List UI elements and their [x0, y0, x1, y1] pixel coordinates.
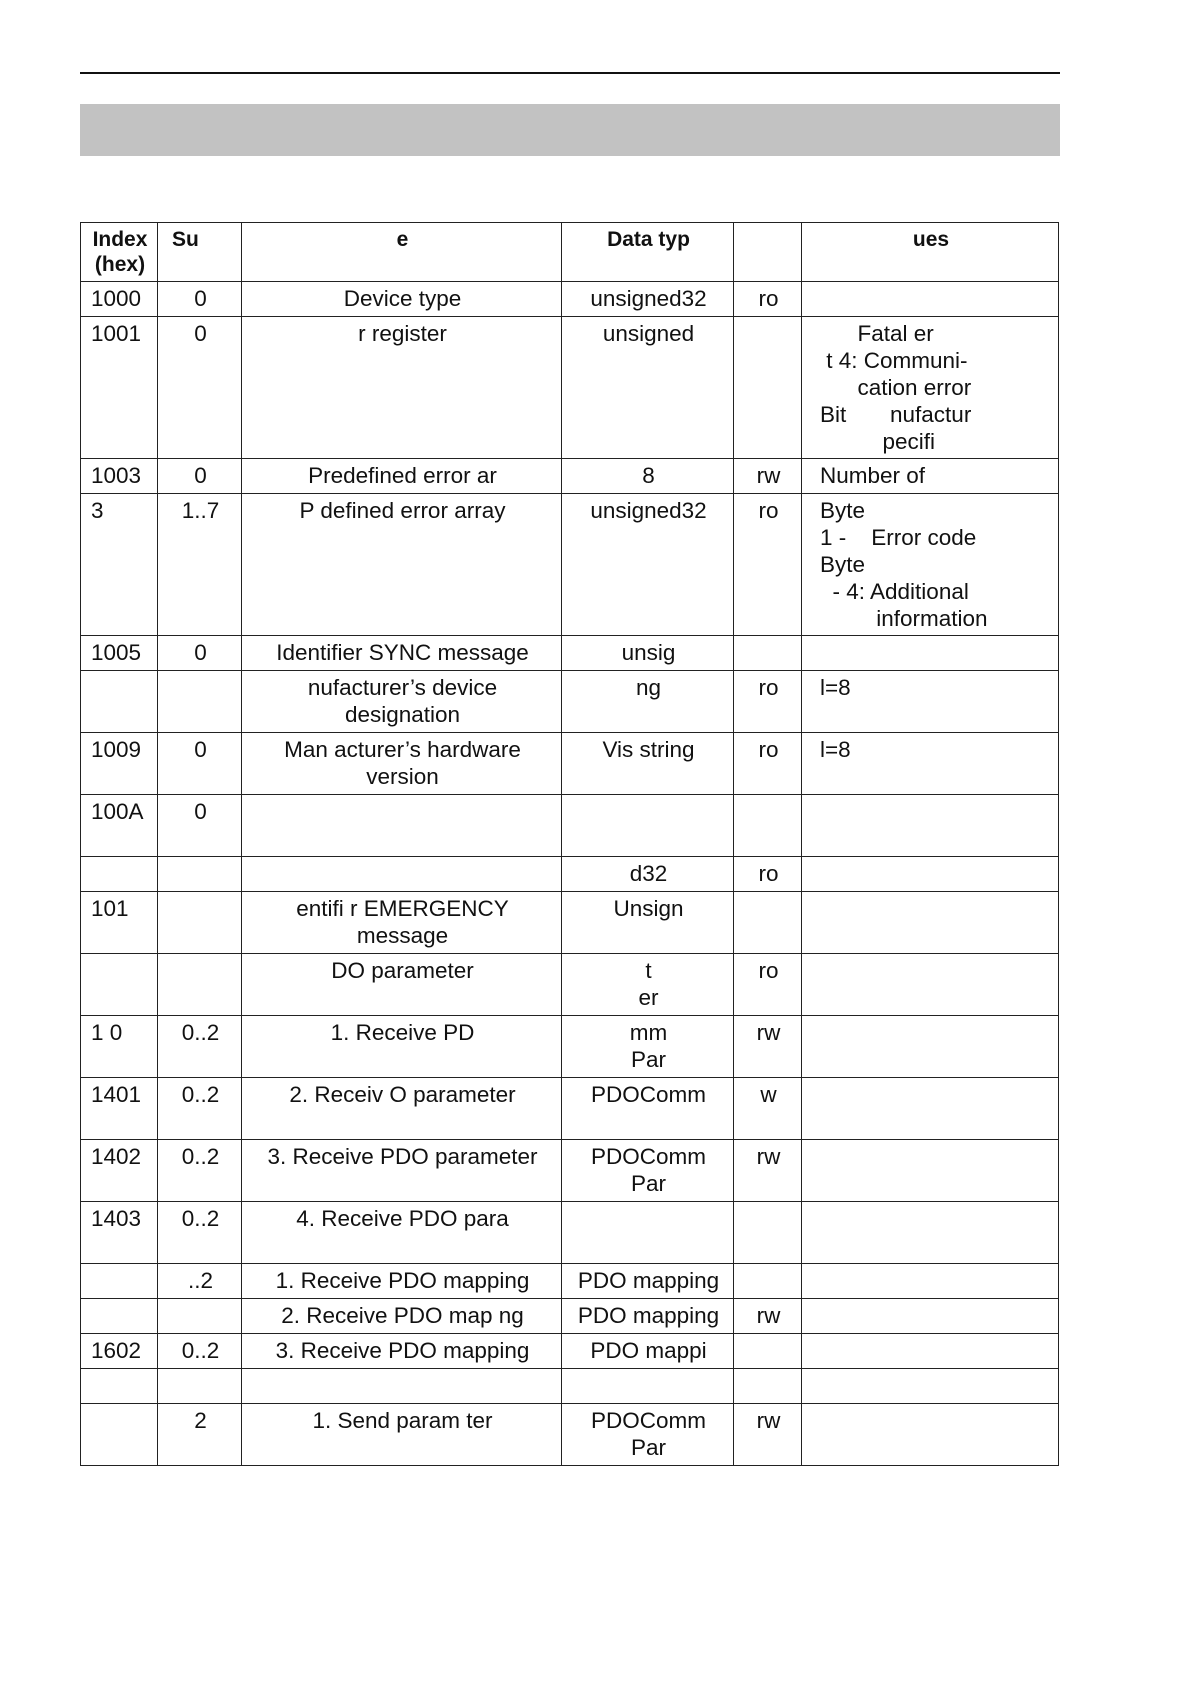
cell-name: P defined error array [242, 494, 562, 636]
cell-access [734, 795, 802, 857]
cell-access [734, 892, 802, 954]
cell-values [802, 795, 1059, 857]
table-row [81, 1078, 1059, 1140]
table-row [81, 1404, 1059, 1466]
cell-data-type: mm Par [562, 1016, 734, 1078]
cell-index [81, 954, 158, 1016]
cell-access [734, 1369, 802, 1404]
cell-subindex: 0 [158, 636, 242, 671]
cell-index [81, 1264, 158, 1299]
table-row [81, 459, 1059, 494]
cell-access: ro [734, 857, 802, 892]
cell-index: 1001 [81, 317, 158, 459]
table-header-row [81, 223, 1059, 282]
cell-values [802, 1369, 1059, 1404]
cell-access: ro [734, 671, 802, 733]
cell-data-type: PDO mapping [562, 1299, 734, 1334]
cell-data-type: d32 [562, 857, 734, 892]
cell-subindex: 0 [158, 282, 242, 317]
header-data-type: Data typ [562, 223, 734, 282]
cell-name: 1. Send param ter [242, 1404, 562, 1466]
cell-access [734, 1334, 802, 1369]
cell-values [802, 1202, 1059, 1264]
table-row [81, 1202, 1059, 1264]
cell-name: 3. Receive PDO parameter [242, 1140, 562, 1202]
cell-data-type [562, 1369, 734, 1404]
table-row [81, 857, 1059, 892]
cell-subindex: 0 [158, 317, 242, 459]
cell-subindex [158, 857, 242, 892]
table-row [81, 892, 1059, 954]
table-row [81, 733, 1059, 795]
cell-index: 1401 [81, 1078, 158, 1140]
header-values: ues [802, 223, 1059, 282]
cell-subindex: 0..2 [158, 1202, 242, 1264]
cell-access [734, 636, 802, 671]
cell-name [242, 1369, 562, 1404]
table-row [81, 317, 1059, 459]
cell-access: ro [734, 954, 802, 1016]
cell-values [802, 1078, 1059, 1140]
table-row [81, 671, 1059, 733]
cell-index: 1402 [81, 1140, 158, 1202]
cell-data-type: PDOComm [562, 1078, 734, 1140]
cell-values [802, 1264, 1059, 1299]
cell-subindex: 0..2 [158, 1078, 242, 1140]
cell-subindex [158, 892, 242, 954]
cell-name: 2. Receive PDO map ng [242, 1299, 562, 1334]
section-header-band [80, 104, 1060, 156]
cell-data-type: Unsign [562, 892, 734, 954]
cell-data-type: Vis string [562, 733, 734, 795]
cell-name [242, 795, 562, 857]
cell-data-type: t er [562, 954, 734, 1016]
cell-values [802, 892, 1059, 954]
cell-index: 101 [81, 892, 158, 954]
table-row [81, 636, 1059, 671]
cell-name: Man acturer’s hardware version [242, 733, 562, 795]
cell-index [81, 671, 158, 733]
cell-data-type: unsigned32 [562, 282, 734, 317]
cell-index: 1009 [81, 733, 158, 795]
cell-subindex: 2 [158, 1404, 242, 1466]
cell-index: 1602 [81, 1334, 158, 1369]
cell-subindex: 0 [158, 795, 242, 857]
cell-values [802, 1334, 1059, 1369]
cell-data-type: PDO mappi [562, 1334, 734, 1369]
cell-values [802, 636, 1059, 671]
cell-subindex: 0 [158, 459, 242, 494]
cell-values: Byte 1 - Error code Byte - 4: Additional information [802, 494, 1059, 636]
cell-data-type: PDOComm Par [562, 1140, 734, 1202]
cell-subindex: ..2 [158, 1264, 242, 1299]
cell-values: Number of [802, 459, 1059, 494]
cell-name: 2. Receiv O parameter [242, 1078, 562, 1140]
cell-data-type: ng [562, 671, 734, 733]
cell-name: Identifier SYNC message [242, 636, 562, 671]
table-row [81, 1016, 1059, 1078]
cell-index: 100A [81, 795, 158, 857]
cell-access: ro [734, 733, 802, 795]
cell-name [242, 857, 562, 892]
cell-name: entifi r EMERGENCY message [242, 892, 562, 954]
table-row [81, 1140, 1059, 1202]
cell-subindex [158, 1299, 242, 1334]
cell-index [81, 1299, 158, 1334]
cell-index [81, 1404, 158, 1466]
table-row [81, 1369, 1059, 1404]
cell-data-type: PDO mapping [562, 1264, 734, 1299]
cell-index: 1005 [81, 636, 158, 671]
table-row [81, 1264, 1059, 1299]
cell-subindex: 0..2 [158, 1334, 242, 1369]
cell-access: ro [734, 494, 802, 636]
cell-name: Device type [242, 282, 562, 317]
cell-values: l=8 [802, 671, 1059, 733]
cell-values [802, 1140, 1059, 1202]
header-index: Index (hex) [81, 223, 158, 282]
cell-subindex: 0 [158, 733, 242, 795]
cell-data-type: 8 [562, 459, 734, 494]
table-row [81, 1334, 1059, 1369]
cell-name: 1. Receive PD [242, 1016, 562, 1078]
cell-subindex [158, 1369, 242, 1404]
cell-index: 1403 [81, 1202, 158, 1264]
object-dictionary-table [80, 222, 1059, 1466]
cell-values: l=8 [802, 733, 1059, 795]
cell-name: 4. Receive PDO para [242, 1202, 562, 1264]
cell-name: r register [242, 317, 562, 459]
cell-name: 3. Receive PDO mapping [242, 1334, 562, 1369]
cell-subindex [158, 954, 242, 1016]
cell-values: Fatal er t 4: Communi- cation error Bit nufactur pecifi [802, 317, 1059, 459]
header-name: e [242, 223, 562, 282]
cell-data-type: unsigned32 [562, 494, 734, 636]
cell-values [802, 857, 1059, 892]
table-row [81, 1299, 1059, 1334]
header-access [734, 223, 802, 282]
cell-index: 1 0 [81, 1016, 158, 1078]
cell-values [802, 1404, 1059, 1466]
cell-access: rw [734, 1404, 802, 1466]
cell-access [734, 1264, 802, 1299]
cell-name: nufacturer’s device designation [242, 671, 562, 733]
cell-access: ro [734, 282, 802, 317]
cell-index [81, 857, 158, 892]
cell-data-type [562, 795, 734, 857]
cell-name: Predefined error ar [242, 459, 562, 494]
cell-data-type: unsig [562, 636, 734, 671]
cell-subindex [158, 671, 242, 733]
cell-values [802, 954, 1059, 1016]
header-subindex: Su [158, 223, 242, 282]
table-row [81, 282, 1059, 317]
cell-access [734, 1202, 802, 1264]
cell-access: rw [734, 1299, 802, 1334]
cell-data-type: PDOComm Par [562, 1404, 734, 1466]
cell-name: 1. Receive PDO mapping [242, 1264, 562, 1299]
cell-index: 1000 [81, 282, 158, 317]
cell-subindex: 0..2 [158, 1016, 242, 1078]
table-row [81, 494, 1059, 636]
table-row [81, 795, 1059, 857]
cell-data-type [562, 1202, 734, 1264]
top-rule [80, 72, 1060, 74]
cell-data-type: unsigned [562, 317, 734, 459]
table-row [81, 954, 1059, 1016]
cell-access: w [734, 1078, 802, 1140]
cell-index: 1003 [81, 459, 158, 494]
cell-values [802, 282, 1059, 317]
cell-access: rw [734, 1016, 802, 1078]
cell-values [802, 1016, 1059, 1078]
cell-access [734, 317, 802, 459]
cell-values [802, 1299, 1059, 1334]
cell-name: DO parameter [242, 954, 562, 1016]
cell-index [81, 1369, 158, 1404]
cell-subindex: 0..2 [158, 1140, 242, 1202]
cell-subindex: 1..7 [158, 494, 242, 636]
cell-index: 3 [81, 494, 158, 636]
cell-access: rw [734, 1140, 802, 1202]
cell-access: rw [734, 459, 802, 494]
